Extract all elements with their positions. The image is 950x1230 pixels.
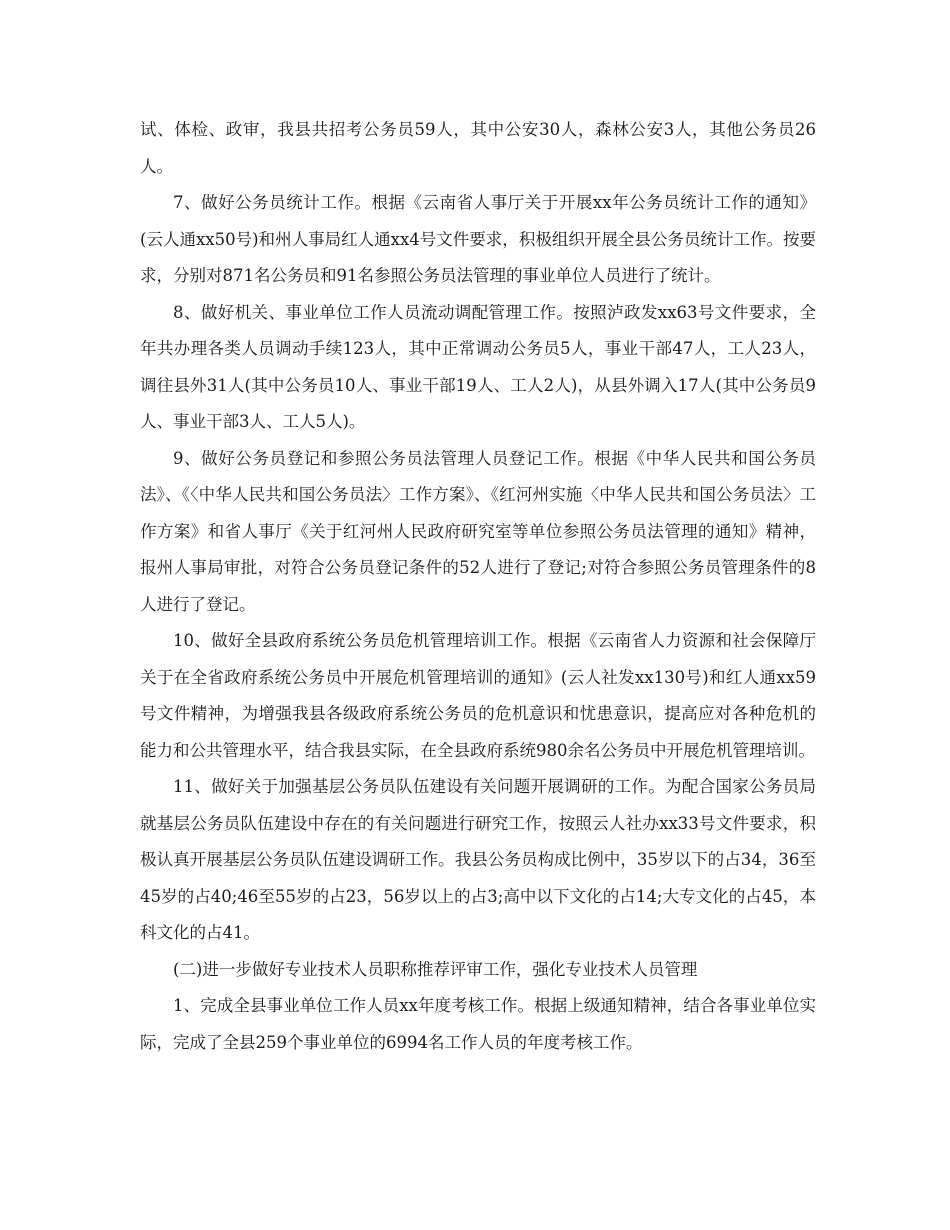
paragraph-subitem-1: 1、完成全县事业单位工作人员xx年度考核工作。根据上级通知精神，结合各事业单位实际，完成了全县259个事业单位的6994名工作人员的年度考核工作。 bbox=[140, 996, 816, 1052]
paragraph-item-8: 8、做好机关、事业单位工作人员流动调配管理工作。按照泸政发xx63号文件要求，全年共办理各类人员调动手续123人，其中正常调动公务员5人，事业干部47人，工人23人，调往县外31人(其中公务员10人、事业干部19人、工人2人)，从县外调入17人(其中公务员9人、事业干部3人、工人5人)。 bbox=[140, 302, 816, 431]
document-body bbox=[140, 112, 816, 1061]
paragraph-item-10: 10、做好全县政府系统公务员危机管理培训工作。根据《云南省人力资源和社会保障厅关于在全省政府系统公务员中开展危机管理培训的通知》(云人社发xx130号)和红人通xx59号文件精神，为增强我县各级政府系统公务员的危机意识和忧患意识，提高应对各种危机的能力和公共管理水平，结合我县实际，在全县政府系统980余名公务员中开展危机管理培训。 bbox=[140, 631, 816, 760]
paragraph-continuation: 试、体检、政审，我县共招考公务员59人，其中公安30人，森林公安3人，其他公务员26人。 bbox=[140, 120, 816, 176]
paragraph-item-7: 7、做好公务员统计工作。根据《云南省人事厅关于开展xx年公务员统计工作的通知》(云人通xx50号)和州人事局红人通xx4号文件要求，积极组织开展全县公务员统计工作。按要求，分别对871名公务员和91名参照公务员法管理的事业单位人员进行了统计。 bbox=[140, 193, 816, 285]
section-heading-2: (二)进一步做好专业技术人员职称推荐评审工作，强化专业技术人员管理 bbox=[173, 959, 698, 979]
paragraph-item-9: 9、做好公务员登记和参照公务员法管理人员登记工作。根据《中华人民共和国公务员法》、《〈中华人民共和国公务员法〉工作方案》、《红河州实施〈中华人民共和国公务员法〉工作方案》和省人事厅《关于红河州人民政府研究室等单位参照公务员法管理的通知》精神，报州人事局审批，对符合公务员登记条件的52人进行了登记;对符合参照公务员管理条件的8人进行了登记。 bbox=[140, 448, 816, 614]
paragraph-item-11: 11、做好关于加强基层公务员队伍建设有关问题开展调研的工作。为配合国家公务员局就基层公务员队伍建设中存在的有关问题进行研究工作，按照云人社办xx33号文件要求，积极认真开展基层公务员队伍建设调研工作。我县公务员构成比例中，35岁以下的占34，36至45岁的占40;46至55岁的占23，56岁以上的占3;高中以下文化的占14;大专文化的占45，本科文化的占41。 bbox=[140, 777, 816, 942]
